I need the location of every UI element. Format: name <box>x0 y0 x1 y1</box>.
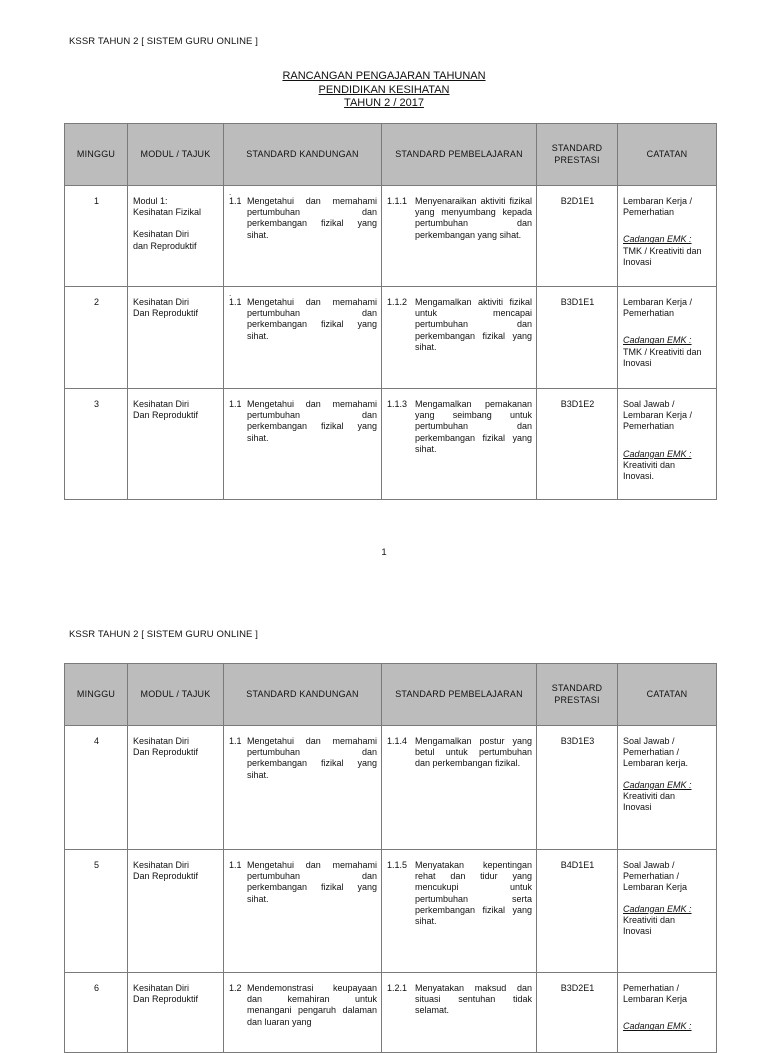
prestasi-cell: B3D1E1 <box>537 287 618 389</box>
catatan-cell: Lembaran Kerja / Pemerhatian Cadangan EMK : TMK / Kreativiti dan Inovasi <box>618 287 717 389</box>
emk-label: Cadangan EMK : <box>623 903 692 914</box>
catatan-cell: Pemerhatian / Lembaran Kerja Cadangan EMK : <box>618 973 717 1053</box>
table-header-row <box>65 124 717 186</box>
prestasi-cell: B3D1E2 <box>537 389 618 500</box>
modul-cell: Kesihatan Diri Dan Reproduktif <box>128 287 224 389</box>
kandungan-cell: . 1.1 Mengetahui dan memahami pertumbuhan dan perkembangan fizikal yang sihat. <box>224 186 382 287</box>
title-line-2: PENDIDIKAN KESIHATAN <box>318 83 450 96</box>
emk-label: Cadangan EMK : <box>623 335 692 346</box>
prestasi-cell: B4D1E1 <box>537 850 618 973</box>
table-row <box>65 389 717 500</box>
kandungan-cell: 1.2 Mendemonstrasi keupayaan dan kemahiran untuk menangani pengaruh dalaman dan luaran yang <box>224 973 382 1053</box>
table-row <box>65 186 717 287</box>
emk-label: Cadangan EMK : <box>623 779 692 790</box>
kandungan-cell: 1.1 Mengetahui dan memahami pertumbuhan dan perkembangan fizikal yang sihat. <box>224 726 382 850</box>
col-header-kandungan: STANDARD KANDUNGAN <box>224 124 382 186</box>
page-header: KSSR TAHUN 2 [ SISTEM GURU ONLINE ] <box>69 629 258 640</box>
col-header-minggu: MINGGU <box>65 124 128 186</box>
week-cell: 6 <box>65 973 128 1053</box>
prestasi-cell: B3D2E1 <box>537 973 618 1053</box>
col-header-catatan: CATATAN <box>618 664 717 726</box>
title-line-3: TAHUN 2 / 2017 <box>344 97 424 109</box>
pembelajaran-cell: 1.1.1 Menyenaraikan aktiviti fizikal yang menyumbang kepada pertumbuhan dan perkembangan yang sihat. <box>382 186 537 287</box>
col-header-modul: MODUL / TAJUK <box>128 664 224 726</box>
plan-table-page-1 <box>64 123 717 500</box>
col-header-prestasi: STANDARD PRESTASI <box>537 664 618 726</box>
col-header-pembelajaran: STANDARD PEMBELAJARAN <box>382 664 537 726</box>
catatan-cell: Soal Jawab / Lembaran Kerja / Pemerhatian Cadangan EMK : Kreativiti dan Inovasi. <box>618 389 717 500</box>
title-line-1: RANCANGAN PENGAJARAN TAHUNAN <box>282 70 486 82</box>
col-header-modul: MODUL / TAJUK <box>128 124 224 186</box>
emk-label: Cadangan EMK : <box>623 1021 692 1032</box>
modul-cell: Kesihatan Diri Dan Reproduktif <box>128 726 224 850</box>
col-header-catatan: CATATAN <box>618 124 717 186</box>
emk-label: Cadangan EMK : <box>623 448 692 459</box>
page-header: KSSR TAHUN 2 [ SISTEM GURU ONLINE ] <box>69 36 258 47</box>
table-row <box>65 726 717 850</box>
week-cell: 3 <box>65 389 128 500</box>
catatan-cell: Soal Jawab / Pemerhatian / Lembaran Kerja Cadangan EMK : Kreativiti dan Inovasi <box>618 850 717 973</box>
table-row <box>65 287 717 389</box>
week-cell: 2 <box>65 287 128 389</box>
page-number: 1 <box>381 547 387 558</box>
pembelajaran-cell: 1.1.5 Menyatakan kepentingan rehat dan tidur yang mencukupi untuk pertumbuhan serta perkembangan fizikal yang sihat. <box>382 850 537 973</box>
modul-cell: Kesihatan Diri Dan Reproduktif <box>128 389 224 500</box>
col-header-minggu: MINGGU <box>65 664 128 726</box>
week-cell: 1 <box>65 186 128 287</box>
col-header-prestasi: STANDARD PRESTASI <box>537 124 618 186</box>
emk-label: Cadangan EMK : <box>623 234 692 245</box>
document-title <box>0 70 768 111</box>
prestasi-cell: B2D1E1 <box>537 186 618 287</box>
pembelajaran-cell: 1.1.2 Mengamalkan aktiviti fizikal untuk mencapai pertumbuhan dan perkembangan fizikal yang sihat. <box>382 287 537 389</box>
kandungan-cell: . 1.1 Mengetahui dan memahami pertumbuhan dan perkembangan fizikal yang sihat. <box>224 287 382 389</box>
modul-cell: Kesihatan Diri Dan Reproduktif <box>128 973 224 1053</box>
pembelajaran-cell: 1.2.1 Menyatakan maksud dan situasi sentuhan tidak selamat. <box>382 973 537 1053</box>
catatan-cell: Soal Jawab / Pemerhatian / Lembaran kerja. Cadangan EMK : Kreativiti dan Inovasi <box>618 726 717 850</box>
kandungan-cell: 1.1 Mengetahui dan memahami pertumbuhan dan perkembangan fizikal yang sihat. <box>224 389 382 500</box>
kandungan-cell: 1.1 Mengetahui dan memahami pertumbuhan dan perkembangan fizikal yang sihat. <box>224 850 382 973</box>
table-row <box>65 973 717 1053</box>
col-header-kandungan: STANDARD KANDUNGAN <box>224 664 382 726</box>
col-header-pembelajaran: STANDARD PEMBELAJARAN <box>382 124 537 186</box>
table-header-row <box>65 664 717 726</box>
plan-table-page-2 <box>64 663 717 1053</box>
catatan-cell: Lembaran Kerja / Pemerhatian Cadangan EMK : TMK / Kreativiti dan Inovasi <box>618 186 717 287</box>
modul-cell: Kesihatan Diri Dan Reproduktif <box>128 850 224 973</box>
pembelajaran-cell: 1.1.4 Mengamalkan postur yang betul untuk pertumbuhan dan perkembangan fizikal. <box>382 726 537 850</box>
prestasi-cell: B3D1E3 <box>537 726 618 850</box>
pembelajaran-cell: 1.1.3 Mengamalkan pemakanan yang seimbang untuk pertumbuhan dan perkembangan fizikal yang sihat. <box>382 389 537 500</box>
week-cell: 4 <box>65 726 128 850</box>
table-row <box>65 850 717 973</box>
modul-cell: Modul 1: Kesihatan Fizikal Kesihatan Diri dan Reproduktif <box>128 186 224 287</box>
week-cell: 5 <box>65 850 128 973</box>
